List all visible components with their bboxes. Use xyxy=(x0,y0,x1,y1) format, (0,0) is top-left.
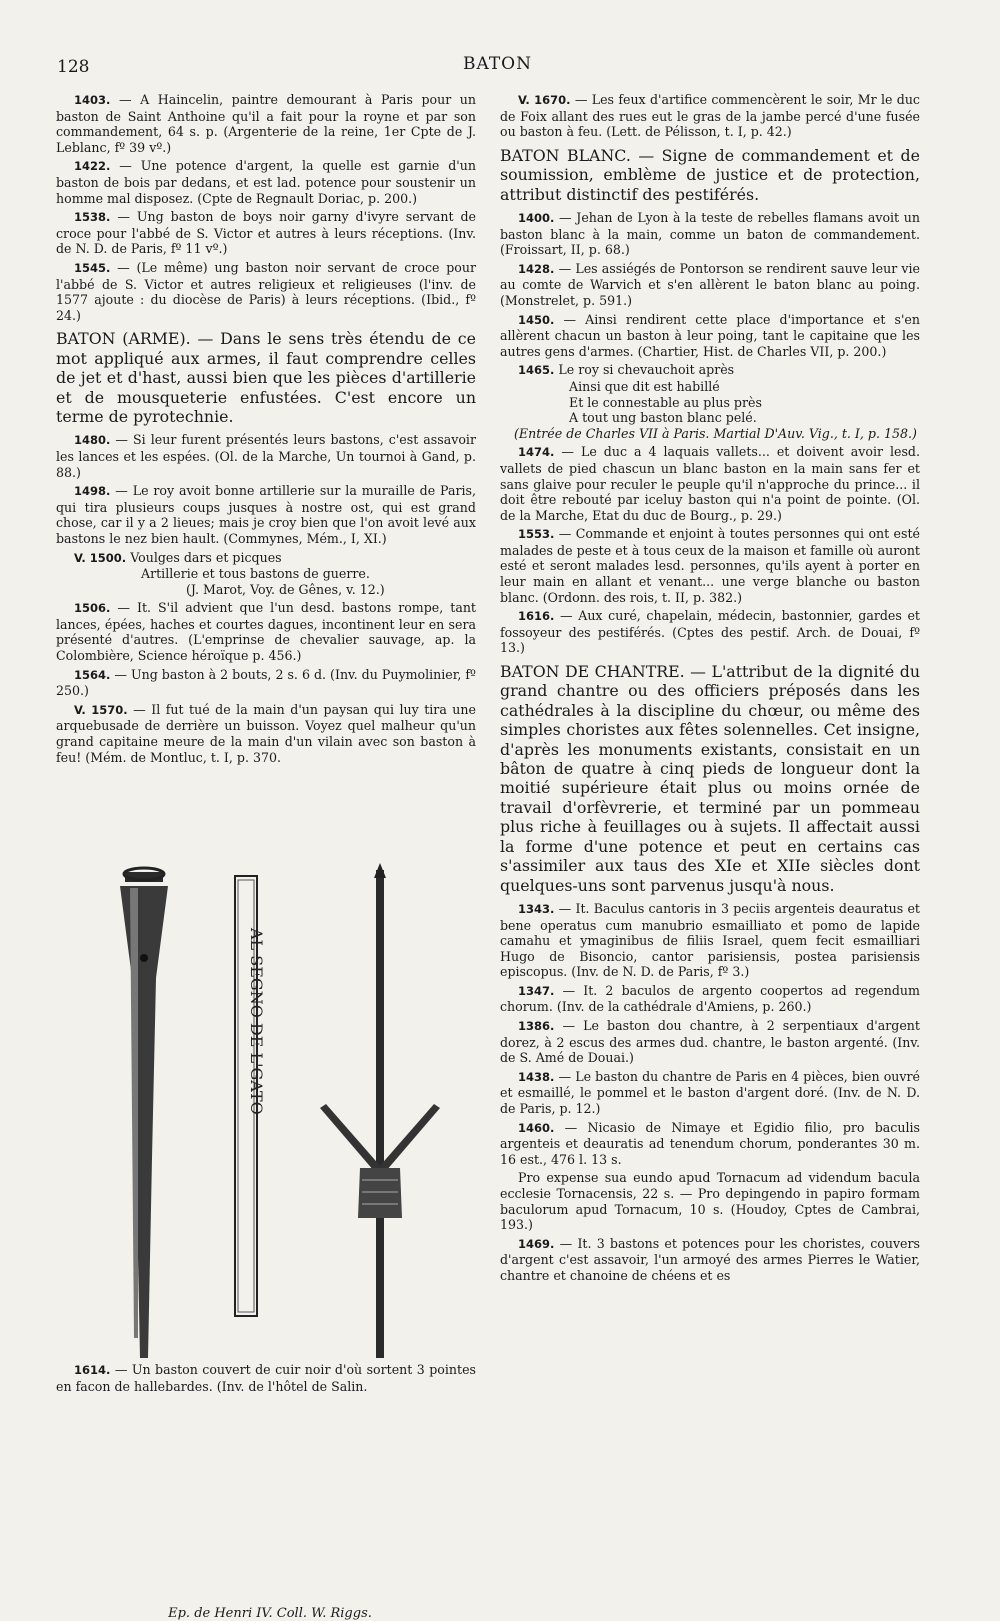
entry-text: — Commande et enjoint à toutes personnes qui ont esté malades de peste et à tous ceux de la maison et famille où auront esté et seront malades lesd. personnes, qu'ils ayent à porter en leur main en allant et venant... une verge blanche ou baston blanc. (Ordonn. des rois, t. II, p. 382.) xyxy=(500,526,920,605)
entry-text: — Il fut tué de la main d'un paysan qui luy tira une arquebusade de derrière un buisson. Voyez quel malheur qu'un grand capitaine meure de la main d'un vilain avec son baston à feu! (Mém. de Montluc, t. I, p. 370. xyxy=(56,701,476,765)
verse-source: (Entrée de Charles VII à Paris. Martial D'Auv. Vig., t. I, p. 158.) xyxy=(514,425,917,441)
entry xyxy=(56,1362,476,1394)
right-column xyxy=(500,92,920,1287)
entry-text: — Le baston du chantre de Paris en 4 pièces, bien ouvré et esmaillé, le pommel et le baston d'argent doré. (Inv. de N. D. de Paris, p. 12.) xyxy=(500,1068,920,1117)
three-point-baton-drawing xyxy=(320,863,440,1358)
entry xyxy=(500,983,920,1015)
left-column xyxy=(56,92,476,768)
entry-text: — Une potence d'argent, la quelle est garnie d'un baston de bois par dedans, et est lad. potence pour soustenir un homme mal disposez. (Cpte de Regnault Doriac, p. 200.) xyxy=(56,158,476,206)
entry-year: 1538. xyxy=(74,210,111,225)
entry-text: — It. 2 baculos de argento coopertos ad regendum chorum. (Inv. de la cathédrale d'Amiens, p. 260.) xyxy=(500,982,920,1015)
entry-year: 1422. xyxy=(74,159,111,174)
entry-year: V. 1570. xyxy=(74,702,128,717)
entry xyxy=(500,1120,920,1168)
entry xyxy=(56,483,476,546)
entry xyxy=(56,432,476,480)
entry xyxy=(500,92,920,140)
entry-year: 1469. xyxy=(518,1236,555,1251)
section-heading-baton-arme: BATON (ARME). — Dans le sens très étendu de ce mot appliqué aux armes, il faut comprendre celles de jet et d'hast, aussi bien que les pièces d'artillerie et de mousqueterie enfustées. C'est encore un terme de pyrotechnie. xyxy=(56,329,476,426)
entry-text: — Le baston dou chantre, à 2 serpentiaux d'argent dorez, à 2 escus des armes dud. chantre, le baston argenté. (Inv. de S. Amé de Douai.) xyxy=(500,1018,920,1066)
entry-year: 1438. xyxy=(518,1069,555,1084)
fire-baton-drawing xyxy=(120,868,168,1358)
section-heading-baton-blanc: BATON BLANC. — Signe de commandement et de soumission, emblème de justice et de protection, attribut distinctif des pestiférés. xyxy=(500,145,920,204)
inscribed-staff-drawing xyxy=(235,876,266,1316)
entry-year: 1343. xyxy=(518,901,555,916)
verse-line: Artillerie et tous bastons de guerre. xyxy=(141,566,370,582)
entry xyxy=(56,209,476,257)
entry xyxy=(56,92,476,155)
entry-year: 1498. xyxy=(74,484,111,499)
verse-line: A tout ung baston blanc pelé. xyxy=(569,410,757,426)
entry-text: — Les assiégés de Pontorson se rendirent sauve leur vie au comte de Warvich et s'en allèrent le baton blanc au poing. (Monstrelet, p. 591.) xyxy=(500,260,920,308)
entry xyxy=(500,312,920,360)
entry-text: — Si leur furent présentés leurs bastons, c'est assavoir les lances et les espées. (Ol. de la Marche, Un tournoi à Gand, p. 88.) xyxy=(56,432,476,480)
entry-text: — It. Baculus cantoris in 3 peciis argenteis deauratus et bene operatus cum manubrio esmailliato et pomo de lapide camahu et ymaginibus de filiis Israel, quem fecit esmailliari Hugo de Bisoncio, cantor parisiensis, postea parisiensis episcopus. (Inv. de N. D. de Paris, fº 3.) xyxy=(500,900,920,980)
entry xyxy=(500,1236,920,1284)
verse-quote xyxy=(500,362,920,441)
entry-text: — Ainsi rendirent cette place d'importance et s'en allèrent chacun un baston à leur poing, tant le capitaine que les autres gens d'armes. (Chartier, Hist. de Charles VII, p. 200.) xyxy=(500,311,920,359)
entry xyxy=(500,210,920,258)
entry-year: 1428. xyxy=(518,261,555,276)
entry xyxy=(500,1069,920,1117)
entry-year: 1465. xyxy=(518,363,555,378)
entry-text: — It. S'il advient que l'un desd. bastons rompe, tant lances, épées, haches et courtes dagues, incontinent leur en sera présenté d'autres. (L'emprinse de chevalier sauvage, ap. la Colombière, Science héroïque p. 456.) xyxy=(56,600,476,664)
entry-year: 1450. xyxy=(518,312,555,327)
entry xyxy=(500,526,920,605)
entry-year: 1564. xyxy=(74,667,111,682)
entry xyxy=(56,260,476,323)
entry-year: 1545. xyxy=(74,260,111,275)
entry-text: — It. 3 bastons et potences pour les choristes, couvers d'argent c'est assavoir, l'un armoyé des armes Pierres le Watier, chantre et chanoine de chéens et es xyxy=(500,1235,920,1283)
entry-text: — Nicasio de Nimaye et Egidio filio, pro baculis argenteis et deauratis ad tenendum chorum, ponderantes 30 m. 16 est., 476 l. 13 s. xyxy=(500,1119,920,1167)
verse-line: Le roy si chevauchoit après xyxy=(558,362,735,378)
entry-year: 1474. xyxy=(518,445,555,460)
verse-line: Et le connestable au plus près xyxy=(569,394,762,410)
running-header: BATON xyxy=(463,54,532,74)
entry xyxy=(500,901,920,980)
left-tail-entry xyxy=(56,1362,476,1397)
verse-source: (J. Marot, Voy. de Gênes, v. 12.) xyxy=(186,581,385,597)
entry xyxy=(56,158,476,206)
entry-year: 1614. xyxy=(74,1363,111,1377)
entry xyxy=(500,608,920,656)
entry-text: — Jehan de Lyon à la teste de rebelles flamans avoit un baston blanc à la main, comme un baton de commandement. (Froissart, II, p. 68.) xyxy=(500,210,920,258)
section-heading-baton-de-chantre: BATON DE CHANTRE. — L'attribut de la dignité du grand chantre ou des officiers préposés dans les cathédrales à la discipline du chœur, ou même des simples choristes aux fêtes solennelles. Cet insigne, d'après les monuments existants, consistait en un bâton de quatre à cinq pieds de longueur dont la moitié supérieure était plus ou moins ornée de travail d'orfèvrerie, et terminé par un pommeau plus riche à feuillages ou à sujets. Il affectait aussi la forme d'une potence et peut en certains cas s'assimiler aux taus des XIe et XIIe siècles dont quelques-uns sont parvenus jusqu'à nous. xyxy=(500,662,920,895)
staff-inscription: AL SEGNO DE L'GATO xyxy=(247,928,266,1115)
entry-text: — Ung baston de boys noir garny d'ivyre servant de croce pour l'abbé de S. Victor et autres à leurs réceptions. (Inv. de N. D. de Paris, fº 11 vº.) xyxy=(56,209,476,257)
entry-text: — Ung baston à 2 bouts, 2 s. 6 d. (Inv. du Puymolinier, fº 250.) xyxy=(56,666,476,699)
entry-year: 1400. xyxy=(518,211,555,225)
entry xyxy=(500,1018,920,1066)
entry-year: V. 1670. xyxy=(518,93,571,107)
entry-year: 1506. xyxy=(74,601,111,616)
illustration-caption: Ep. de Henri IV. Coll. W. Riggs. xyxy=(168,1606,372,1621)
left-entries-top xyxy=(56,92,476,323)
entry xyxy=(56,600,476,663)
entry-text: — Les feux d'artifice commencèrent le soir, Mr le duc de Foix allant des rues eut le gras de la jambe percé d'une fusée ou baston à feu. (Lett. de Pélisson, t. I, p. 42.) xyxy=(500,92,920,140)
entry-year: 1403. xyxy=(74,93,111,107)
verse-quote xyxy=(56,550,476,598)
entry-text: — Aux curé, chapelain, médecin, bastonnier, gardes et fossoyeur des pestiférés. (Cptes des pestif. Arch. de Douai, fº 13.) xyxy=(500,608,920,656)
entry-continuation: Pro expense sua eundo apud Tornacum ad videndum bacula ecclesie Tornacensis, 22 s. — Pro depingendo in papiro formam baculorum apud Tornacum, 10 s. (Houdoy, Cptes de Cambrai, 193.) xyxy=(500,1170,920,1233)
entry xyxy=(56,702,476,765)
entry-year: 1347. xyxy=(518,983,555,998)
page-number: 128 xyxy=(57,57,90,77)
entry-year: 1616. xyxy=(518,609,555,624)
entry-text: — Le duc a 4 laquais vallets... et doivent avoir lesd. vallets de pied chascun un blanc baston en la main sans fer et sans glaive pour reculer le peuple qu'il n'approche du prince... il doit être rebouté par iceluy baston qui n'a point de pointe. (Ol. de la Marche, Etat du duc de Bourg., p. 29.) xyxy=(500,444,920,523)
entry-text: — Un baston couvert de cuir noir d'où sortent 3 pointes en facon de hallebardes. (Inv. de l'hôtel de Salin. xyxy=(56,1362,476,1394)
entry xyxy=(500,261,920,309)
entry-year: 1480. xyxy=(74,433,111,448)
entry-year: 1386. xyxy=(518,1019,555,1034)
entry xyxy=(500,444,920,523)
verse-line: Voulges dars et picques xyxy=(130,549,282,565)
entry-year: 1460. xyxy=(518,1120,555,1135)
entry-text: — (Le même) ung baston noir servant de croce pour l'abbé de S. Victor et autres religieux et religieuses (l'inv. de 1577 ajoute : du diocèse de Paris) à leurs réceptions. (Ibid., fº 24.) xyxy=(56,259,476,323)
verse-line: Ainsi que dit est habillé xyxy=(569,378,720,394)
entry-year: 1553. xyxy=(518,527,555,542)
entry-year: V. 1500. xyxy=(74,550,127,565)
entry-text: — A Haincelin, paintre demourant à Paris pour un baston de Saint Anthoine qu'il a fait pour la royne et par son commandement, 64 s. p. (Argenterie de la reine, 1er Cpte de J. Leblanc, fº 39 vº.) xyxy=(56,92,476,155)
weapon-engraving xyxy=(80,858,460,1598)
entry-text: — Le roy avoit bonne artillerie sur la muraille de Paris, qui tira plusieurs coups jusques à nostre ost, qui est grand chose, car il y a 2 lieues; mais je croy bien que l'on avoit levé aux bastons le nez bien hault. (Commynes, Mém., I, XI.) xyxy=(56,483,476,546)
entry xyxy=(56,667,476,699)
